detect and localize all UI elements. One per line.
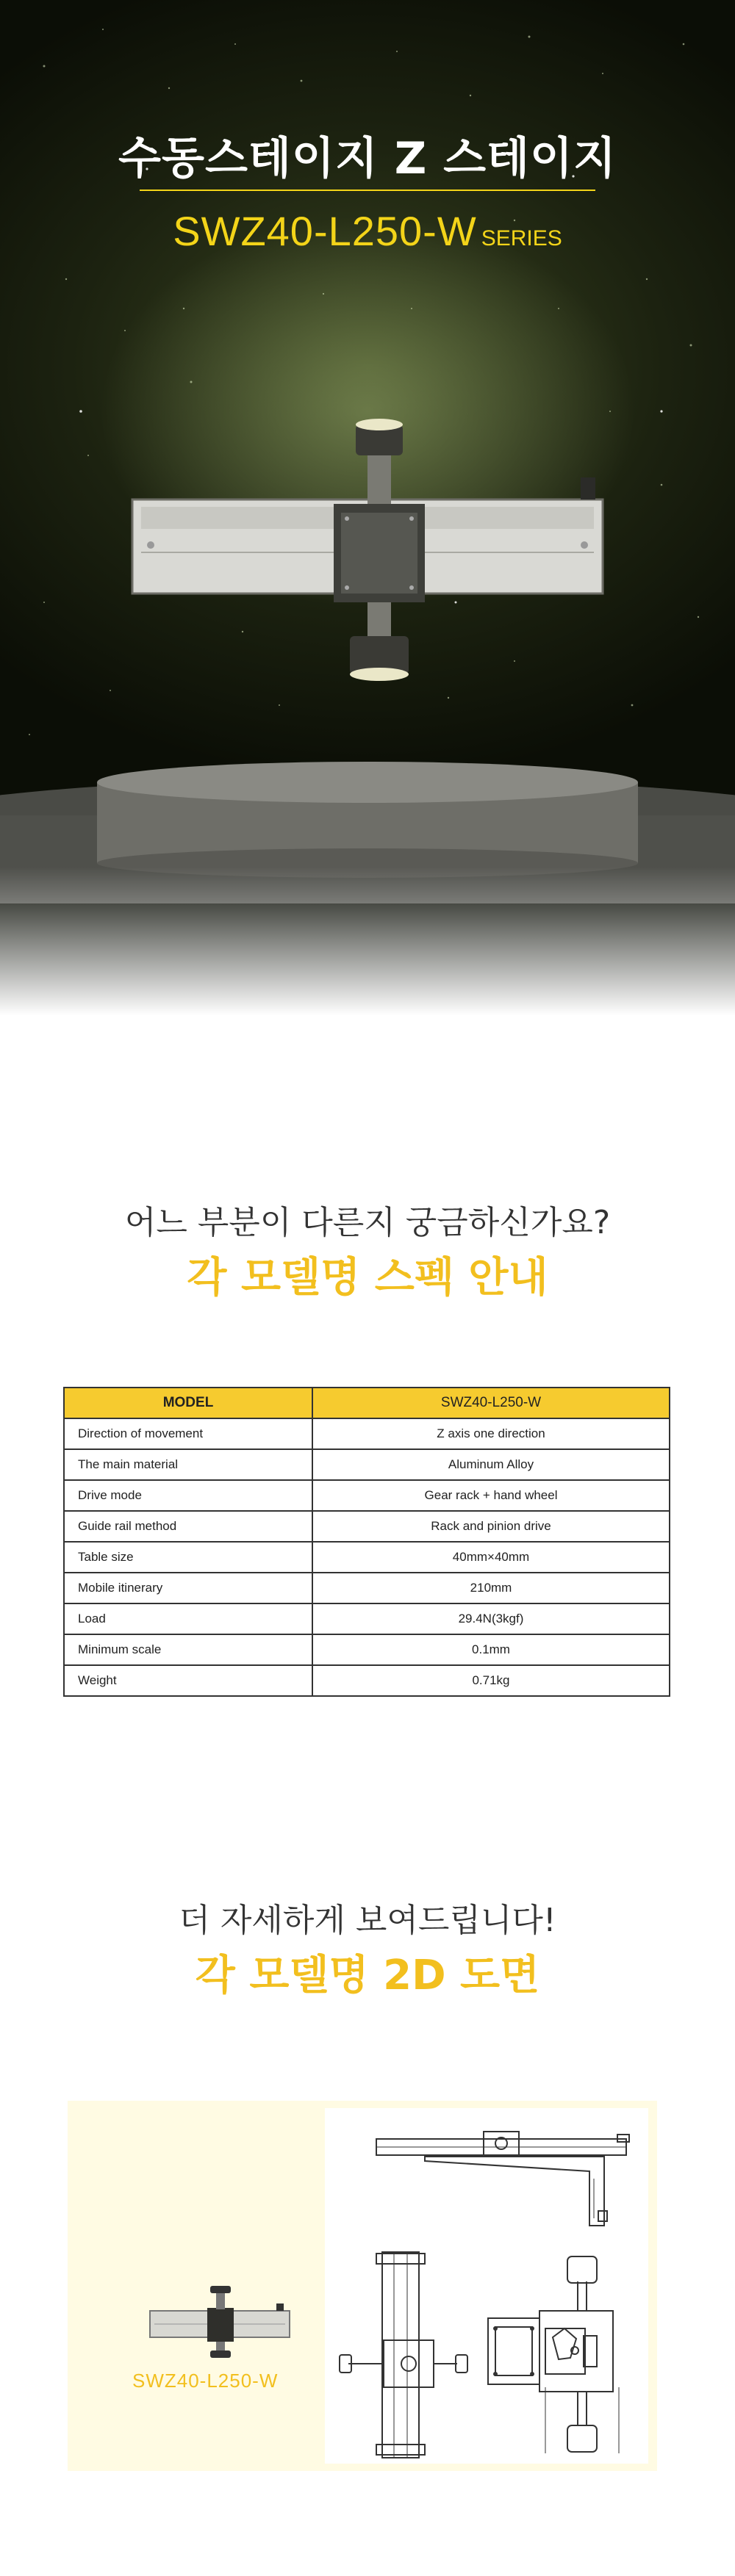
- spec-value: Z axis one direction: [312, 1418, 670, 1449]
- spec-value: 0.1mm: [312, 1634, 670, 1665]
- spec-label: Minimum scale: [64, 1634, 312, 1665]
- drawing-question: 더 자세하게 보여드립니다!: [179, 1902, 556, 1939]
- hero-title: 수동스테이지 Z 스테이지: [118, 133, 617, 184]
- table-row: [64, 1634, 670, 1665]
- table-row: [64, 1665, 670, 1696]
- spec-value: Rack and pinion drive: [312, 1511, 670, 1542]
- spec-table-header: [64, 1388, 670, 1418]
- product-thumbnail: [147, 2281, 294, 2362]
- 2d-technical-drawing: [325, 2108, 648, 2464]
- table-row: [64, 1449, 670, 1480]
- table-row: [64, 1480, 670, 1511]
- spec-label: The main material: [64, 1449, 312, 1480]
- drawing-area: [68, 2101, 657, 2471]
- drawing-product-label: SWZ40-L250-W: [132, 2370, 279, 2392]
- hero-model-name: SWZ40-L250-W: [173, 208, 477, 254]
- spec-value: Aluminum Alloy: [312, 1449, 670, 1480]
- spec-header-label: MODEL: [64, 1388, 312, 1418]
- spec-value: 0.71kg: [312, 1665, 670, 1696]
- spec-label: Weight: [64, 1665, 312, 1696]
- spec-label: Guide rail method: [64, 1511, 312, 1542]
- spec-value: 40mm×40mm: [312, 1542, 670, 1573]
- table-row: [64, 1573, 670, 1603]
- spec-value: Gear rack + hand wheel: [312, 1480, 670, 1511]
- spec-label: Direction of movement: [64, 1418, 312, 1449]
- spec-label: Load: [64, 1603, 312, 1634]
- table-row: [64, 1603, 670, 1634]
- spec-label: Mobile itinerary: [64, 1573, 312, 1603]
- spec-value: 210mm: [312, 1573, 670, 1603]
- spec-label: Drive mode: [64, 1480, 312, 1511]
- table-row: [64, 1418, 670, 1449]
- hero-banner: [0, 0, 735, 1028]
- hero-series-label: SERIES: [481, 226, 562, 250]
- spec-section-title: 각 모델명 스펙 안내: [187, 1254, 548, 1302]
- spec-question: 어느 부분이 다른지 궁금하신가요?: [124, 1204, 611, 1241]
- drawing-section-title: 각 모델명 2D 도면: [195, 1952, 540, 1999]
- hero-fade: [0, 867, 735, 1028]
- hero-divider: [140, 190, 595, 191]
- z-stage-product-image: [132, 419, 603, 681]
- spec-value: 29.4N(3kgf): [312, 1603, 670, 1634]
- table-row: [64, 1511, 670, 1542]
- spec-header-model: SWZ40-L250-W: [312, 1388, 670, 1418]
- spec-table: [63, 1387, 670, 1697]
- hero-model: [0, 207, 735, 255]
- table-row: [64, 1542, 670, 1573]
- technical-drawing-panel: [325, 2108, 648, 2464]
- spec-label: Table size: [64, 1542, 312, 1573]
